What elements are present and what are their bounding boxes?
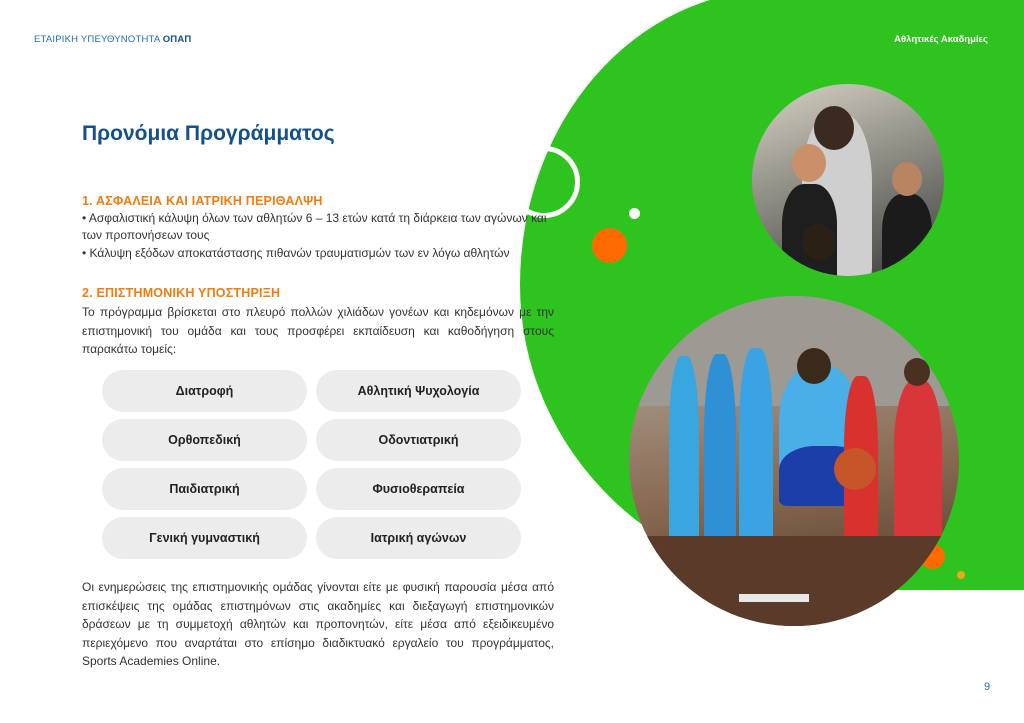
area-pill-pediatrics: Παιδιατρική — [102, 468, 307, 510]
bullet-insurance-coverage: • Ασφαλιστική κάλυψη όλων των αθλητών 6 – 13 ετών κατά τη διάρκεια των αγώνων και των προπονήσεων τους — [82, 211, 547, 242]
decorative-ring — [508, 146, 580, 218]
basketball-icon — [834, 448, 876, 490]
section-heading-scientific-support: 2. ΕΠΙΣΤΗΜΟΝΙΚΗ ΥΠΟΣΤΗΡΙΞΗ — [82, 286, 281, 300]
header-prefix: ΕΤΑΙΡΙΚΗ ΥΠΕΥΘΥΝΟΤΗΤΑ — [34, 34, 160, 45]
page-number: 9 — [984, 681, 991, 693]
page-title: Προνόμια Προγράμματος — [82, 122, 335, 145]
decorative-dot-orange-large — [592, 228, 627, 263]
photo-kids-basketball — [629, 296, 959, 626]
area-pill-sports-psychology: Αθλητική Ψυχολογία — [316, 370, 521, 412]
section-intro-paragraph: Το πρόγραμμα βρίσκεται στο πλευρό πολλών χιλιάδων γονέων και κηδεμόνων με την επιστημονική του ομάδα και τους προσφέρει εκπαίδευση και καθοδήγηση στους παρακάτω τομείς: — [82, 305, 554, 356]
section-heading-insurance: 1. ΑΣΦΑΛΕΙΑ ΚΑΙ ΙΑΤΡΙΚΗ ΠΕΡΙΘΑΛΨΗ — [82, 194, 323, 208]
area-pill-nutrition: Διατροφή — [102, 370, 307, 412]
photo-coach-and-kids — [752, 84, 944, 276]
decorative-dot-white — [629, 208, 640, 219]
header-brand-name: ΟΠΑΠ — [162, 34, 192, 45]
area-pill-general-gymnastics: Γενική γυμναστική — [102, 517, 307, 559]
area-pill-orthopedics: Ορθοπεδική — [102, 419, 307, 461]
area-pill-sports-medicine: Ιατρική αγώνων — [316, 517, 521, 559]
area-pill-physiotherapy: Φυσιοθεραπεία — [316, 468, 521, 510]
closing-paragraph: Οι ενημερώσεις της επιστημονικής ομάδας γίνονται είτε με φυσική παρουσία μέσα από επισκέψεις της ομάδας επιστημόνων στις ακαδημίες και διεξαγωγή επιστημονικών δράσεων με τη συμμετοχή αθλητών και προπονητών, είτε μέσα από εξειδικευμένο περιεχόμενο που αναρτάται στο επίσημο διαδικτυακό εργαλείο του προγράμματος, Sports Academies Online. — [82, 580, 554, 668]
header-brand — [34, 34, 191, 45]
bullet-rehabilitation-costs: • Κάλυψη εξόδων αποκατάστασης πιθανών τραυματισμών των εν λόγω αθλητών — [82, 246, 510, 260]
area-pill-dentistry: Οδοντιατρική — [316, 419, 521, 461]
header-section-title: Αθλητικές Ακαδημίες — [894, 34, 988, 45]
